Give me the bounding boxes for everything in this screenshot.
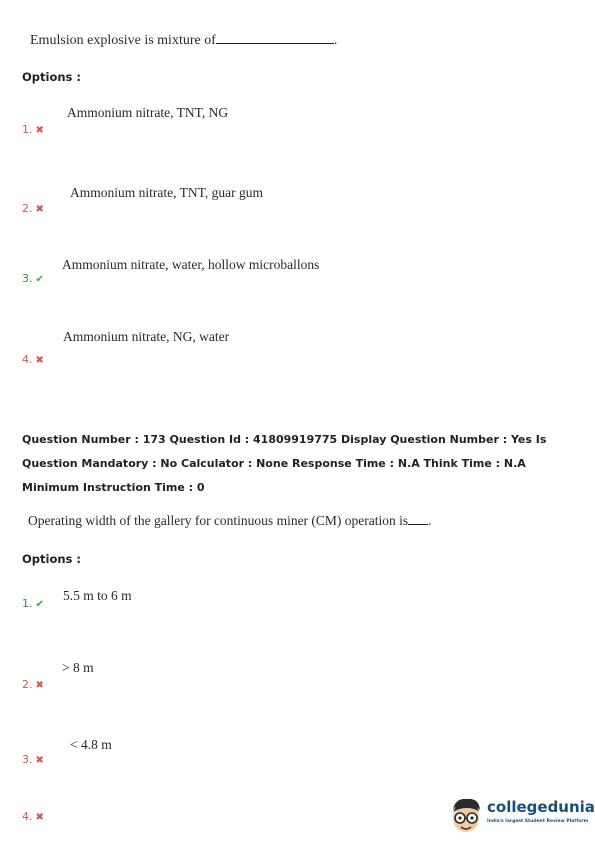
option-number (22, 353, 44, 366)
option-number (22, 272, 44, 285)
option-number-label: 1. (22, 597, 33, 610)
option-text: > 8 m (62, 660, 94, 675)
options-label: Options : (22, 552, 81, 566)
option-text: Ammonium nitrate, water, hollow microballons (62, 257, 320, 272)
check-icon: ✔ (35, 274, 44, 285)
option-number (22, 202, 44, 215)
wrong-icon: ✖ (35, 680, 44, 691)
logo-tagline: India's largest Student Review Platform (487, 819, 589, 824)
option-number-label: 1. (22, 123, 33, 136)
option-text: Ammonium nitrate, TNT, guar gum (70, 185, 263, 200)
option-text: Ammonium nitrate, NG, water (63, 329, 230, 344)
answer-blank (408, 514, 428, 525)
option-number-label: 2. (22, 202, 33, 215)
question-text: Emulsion explosive is mixture of . (30, 33, 338, 48)
option-number-label: 4. (22, 810, 33, 823)
option-number (22, 123, 44, 136)
wrong-icon: ✖ (35, 204, 44, 215)
wrong-icon: ✖ (35, 755, 44, 766)
option-number-label: 2. (22, 678, 33, 691)
question-text-content: Operating width of the gallery for continuous miner (CM) operation is (28, 513, 409, 528)
wrong-icon: ✖ (35, 812, 44, 823)
collegedunia-logo (447, 796, 595, 836)
option-number (22, 753, 44, 766)
option-text: < 4.8 m (70, 737, 112, 752)
option-number (22, 810, 44, 823)
check-icon: ✔ (35, 599, 44, 610)
answer-blank (216, 31, 334, 44)
logo-name: collegedunia (487, 798, 595, 816)
mascot-icon (447, 796, 485, 836)
option-number (22, 597, 44, 610)
option-number-label: 4. (22, 353, 33, 366)
wrong-icon: ✖ (35, 355, 44, 366)
wrong-icon: ✖ (35, 125, 44, 136)
options-label: Options : (22, 70, 81, 84)
option-text: Ammonium nitrate, TNT, NG (67, 105, 229, 120)
question-text: Operating width of the gallery for continuous miner (CM) operation is . (28, 513, 432, 528)
option-number-label: 3. (22, 753, 33, 766)
question-text-content: Emulsion explosive is mixture of (30, 33, 216, 48)
option-number (22, 678, 44, 691)
option-number-label: 3. (22, 272, 33, 285)
question-metadata: Question Number : 173 Question Id : 41809919775 Display Question Number : Yes Is Question Mandatory : No Calculator : None Response Time : N.A Think Time : N.A Minimum Instruction Time : 0 (22, 433, 547, 494)
option-text: 5.5 m to 6 m (63, 588, 132, 603)
